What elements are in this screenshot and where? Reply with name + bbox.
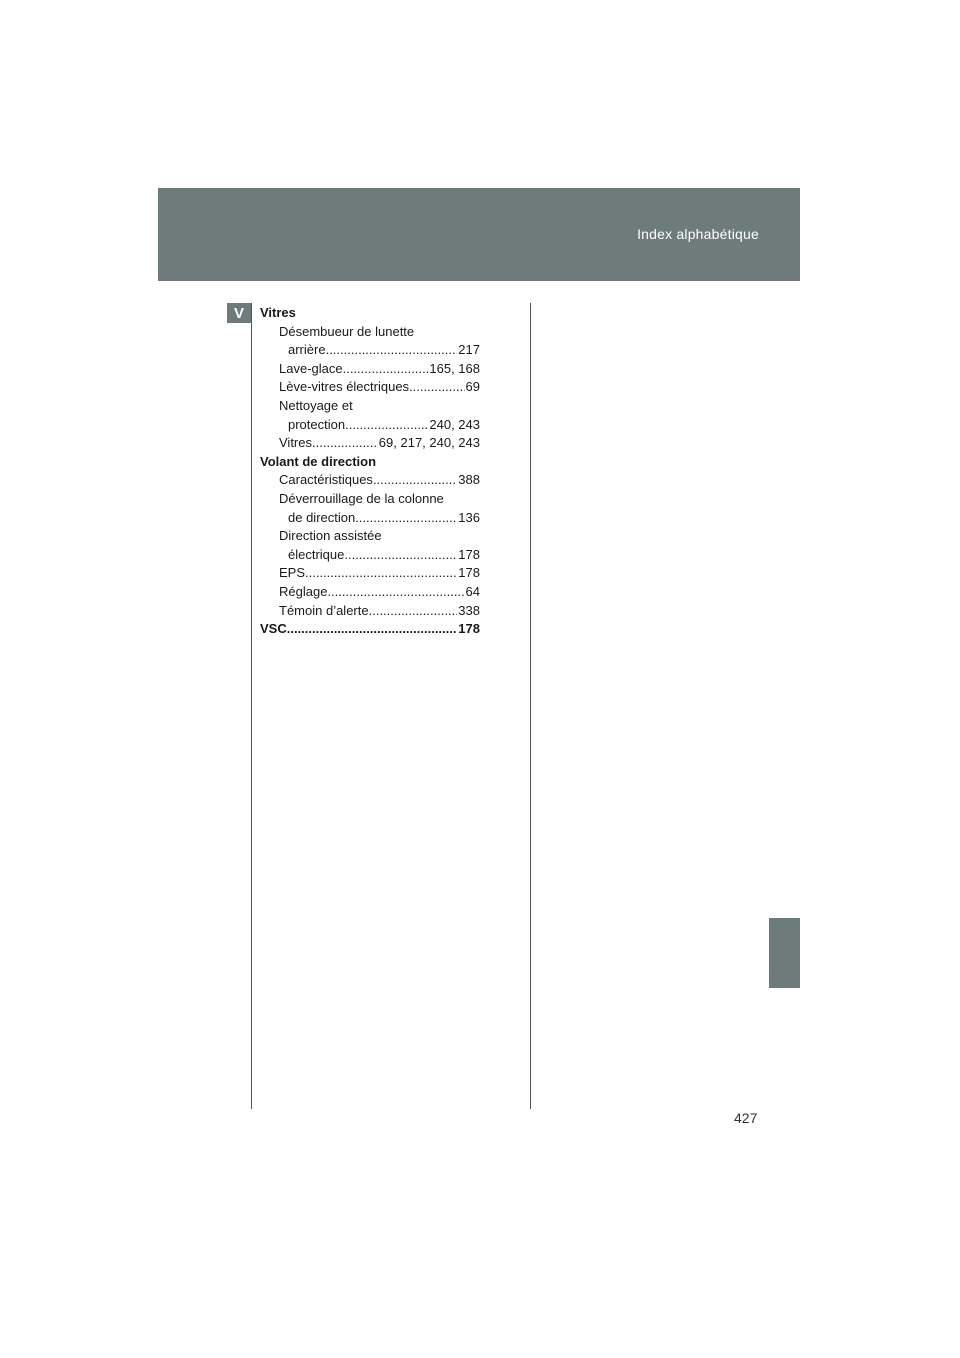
index-subentry: protection ..... 240, 243 — [260, 416, 480, 435]
index-subentry: Vitres ..... 69, 217, 240, 243 — [260, 434, 480, 453]
index-subentry-line: Désembueur de lunette — [279, 323, 415, 339]
index-subentry: de direction ..... 136 — [260, 509, 480, 528]
chapter-tab — [769, 918, 800, 988]
page-number: 427 — [734, 1110, 758, 1126]
index-column — [260, 304, 480, 639]
left-column-rule — [251, 303, 252, 1109]
index-subentry: arrière ..... 217 — [260, 341, 480, 360]
index-subentry: Témoin d’alerte ..... 338 — [260, 602, 480, 621]
page-ref: 178 — [458, 546, 480, 562]
page-ref: 136 — [458, 509, 480, 525]
page-ref: 69 — [465, 379, 480, 395]
index-subentry-line: Nettoyage et — [279, 397, 353, 413]
index-subentry: Lève-vitres électriques ..... 69 — [260, 378, 480, 397]
page-ref: 240, 243 — [429, 416, 480, 432]
page-ref: 69, 217, 240, 243 — [378, 435, 480, 451]
index-heading-vitres: Vitres — [260, 305, 296, 320]
page-ref: 388 — [458, 472, 480, 488]
index-subentry: électrique ..... 178 — [260, 546, 480, 565]
index-subentry: EPS ..... 178 — [260, 564, 480, 583]
index-heading-volant: Volant de direction — [260, 453, 377, 469]
index-subentry: Réglage ..... 64 — [260, 583, 480, 602]
index-subentry-line: Déverrouillage de la colonne — [279, 490, 444, 506]
page-ref: 338 — [458, 602, 480, 618]
index-heading-vsc: VSC ..... 178 — [260, 620, 480, 639]
section-title: Index alphabétique — [637, 226, 759, 242]
middle-column-rule — [530, 303, 531, 1109]
index-subentry: Lave-glace ..... 165, 168 — [260, 360, 480, 379]
page-ref: 64 — [465, 583, 480, 599]
section-letter-badge: V — [227, 303, 251, 323]
page-ref: 217 — [458, 342, 480, 358]
index-subentry-line: Direction assistée — [279, 528, 382, 544]
header-band — [158, 188, 800, 281]
page-ref: 165, 168 — [429, 360, 480, 376]
index-subentry: Caractéristiques ..... 388 — [260, 471, 480, 490]
page-ref: 178 — [458, 565, 480, 581]
page-ref: 178 — [458, 621, 480, 637]
